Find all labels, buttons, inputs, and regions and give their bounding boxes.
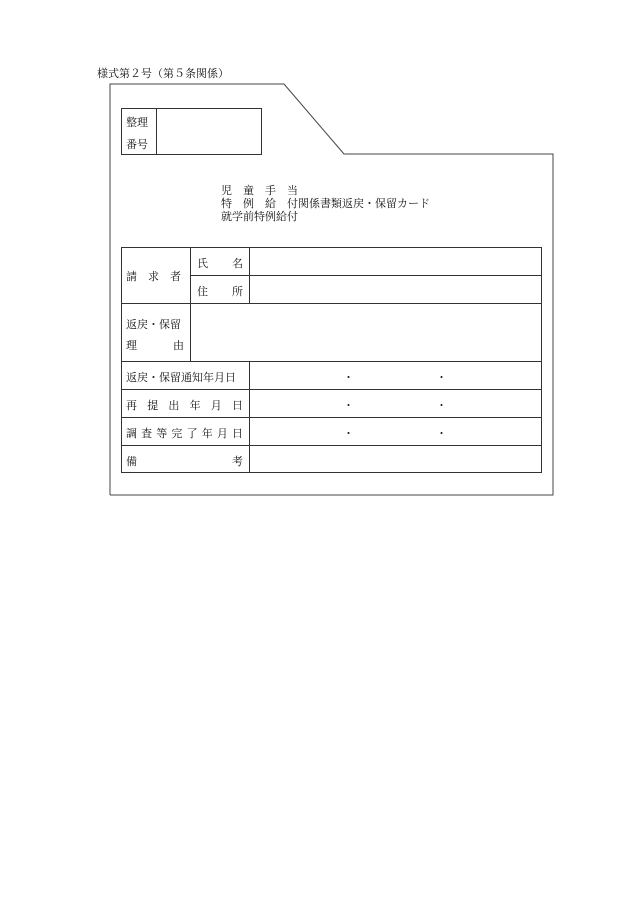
reference-label-line2: 番号 <box>126 138 148 151</box>
reason-field[interactable] <box>194 306 538 358</box>
survey-date-label: 調 査 等 完 了 年 月 日 <box>126 427 243 440</box>
notice-date-label: 返戻・保留通知年月日 <box>126 371 236 384</box>
address-field[interactable] <box>252 278 538 300</box>
resubmit-date-label: 再 提 出 年 月 日 <box>126 399 243 412</box>
reference-divider <box>156 108 157 155</box>
remarks-label: 備 考 <box>126 455 243 468</box>
reason-label-line1: 返戻・保留 <box>126 318 181 331</box>
survey-date-separator-2: ・ <box>436 427 447 440</box>
claimant-label: 請 求 者 <box>126 270 181 283</box>
address-label: 住 所 <box>197 285 243 298</box>
survey-date-separator-1: ・ <box>343 427 354 440</box>
resubmit-date-separator-1: ・ <box>343 399 354 412</box>
title-line-1: 児 童 手 当 <box>221 184 298 197</box>
reference-label-line1: 整理 <box>126 116 148 129</box>
reference-number-field[interactable] <box>160 112 258 150</box>
resubmit-date-separator-2: ・ <box>436 399 447 412</box>
title-line-2: 特 例 給 付関係書類返戻・保留カード <box>221 197 430 210</box>
title-line-3: 就学前特例給付 <box>221 210 298 223</box>
name-label: 氏 名 <box>197 257 243 270</box>
remarks-field[interactable] <box>252 448 538 470</box>
notice-date-separator-2: ・ <box>436 371 447 384</box>
form-number: 様式第２号（第５条関係） <box>97 67 229 80</box>
reason-label-line2: 理 由 <box>126 339 184 352</box>
name-field[interactable] <box>252 250 538 272</box>
notice-date-separator-1: ・ <box>343 371 354 384</box>
